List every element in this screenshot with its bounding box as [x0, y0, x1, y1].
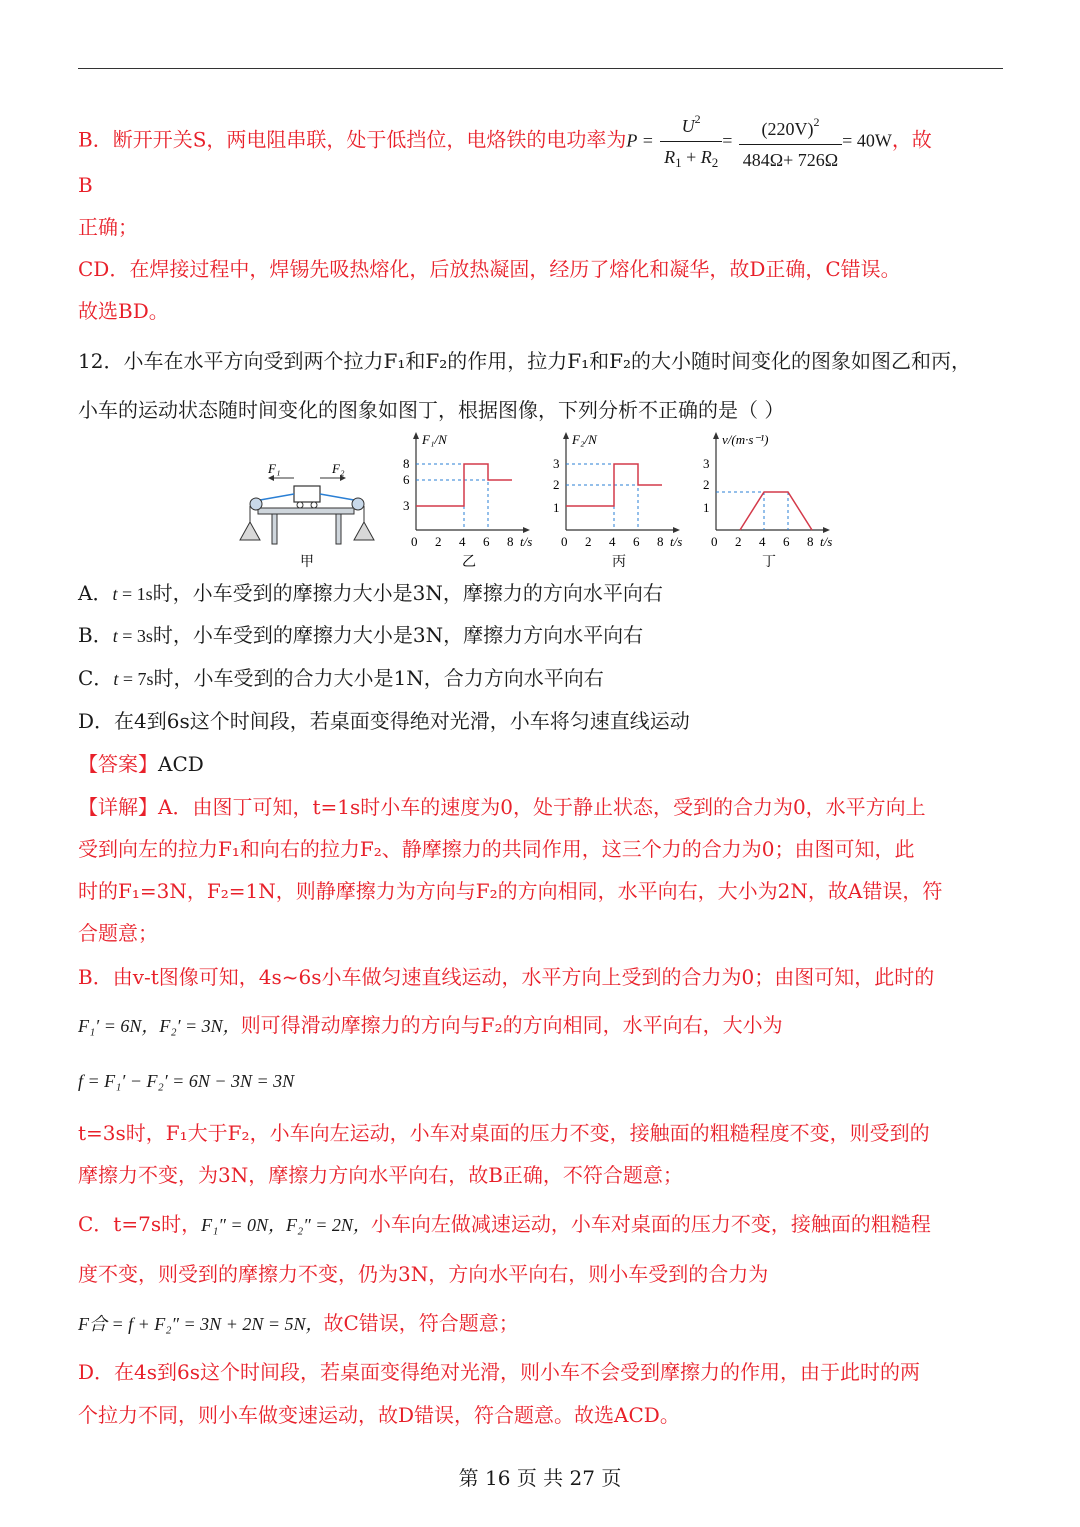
q12-detail-d1: D．在4s到6s这个时间段，若桌面变得绝对光滑，则小车不会受到摩擦力的作用，由于此时的两 — [78, 1360, 921, 1384]
q11-r2-sub: 2 — [711, 155, 719, 170]
label-f2: F₂ — [332, 461, 345, 476]
bing-ytick-3: 3 — [553, 456, 560, 471]
option-b-eq: = 3s — [117, 626, 153, 646]
option-c-label: C． — [78, 666, 114, 690]
bing-xtick-2: 2 — [585, 534, 592, 549]
bing-xlabel: t/s — [670, 534, 683, 549]
answer-value: ACD — [158, 752, 204, 776]
q11-r1-sub: 1 — [675, 155, 682, 170]
q12-stem-line1: 12．小车在水平方向受到两个拉力F₁和F₂的作用，拉力F₁和F₂的大小随时间变化的图象如图乙和丙， — [78, 349, 972, 373]
option-a-label: A． — [78, 581, 113, 605]
option-a-eq: = 1s — [117, 584, 153, 604]
ding-ytick-3: 3 — [703, 456, 710, 471]
ding-x-arrow — [823, 527, 830, 533]
string-left — [260, 494, 294, 500]
q12-detail-b1: B．由v-t图像可知，4s~6s小车做匀速直线运动，水平方向上受到的合力为0；由图可知，此时的 — [78, 965, 935, 989]
option-b-text: 时，小车受到的摩擦力大小是3N，摩擦力方向水平向右 — [152, 623, 644, 647]
q12-detail-a4: 合题意； — [78, 921, 158, 945]
q12-detail-a3: 时的F₁=3N，F₂=1N，则静摩擦力为方向与F₂的方向相同，水平向右，大小为2N，故A错误，符 — [78, 879, 943, 903]
yi-ylabel: F₁/N — [422, 432, 447, 447]
q12-stem-line2: 小车的运动状态随时间变化的图象如图丁，根据图像，下列分析不正确的是（ ） — [78, 398, 785, 422]
q12-detail-b5: 摩擦力不变，为3N，摩擦力方向水平向右，故B正确，不符合题意； — [78, 1163, 683, 1187]
ding-series-v — [740, 492, 812, 530]
q11-u: U — [681, 116, 695, 136]
option-d-text: 在4到6s这个时间段，若桌面变得绝对光滑，小车将匀速直线运动 — [114, 709, 690, 733]
yi-ytick-3: 3 — [403, 498, 410, 513]
q12-option-b — [78, 622, 643, 649]
bing-x-arrow — [673, 527, 680, 533]
bing-xtick-4: 4 — [609, 534, 616, 549]
option-b-var: t — [112, 626, 118, 646]
string-right — [320, 494, 354, 500]
q11-220v: (220V) — [761, 119, 814, 139]
q11-fraction-2 — [739, 109, 842, 173]
detail-b2-text: 则可得滑动摩擦力的方向与F₂的方向相同，水平向右，大小为 — [240, 1013, 783, 1037]
option-c-text: 时，小车受到的合力大小是1N，合力方向水平向右 — [153, 666, 604, 690]
ding-xtick-2: 2 — [735, 534, 742, 549]
yi-xtick-0: 0 — [411, 534, 418, 549]
figure-ding — [703, 432, 832, 570]
q12-option-d — [78, 708, 690, 734]
bing-xtick-8: 8 — [657, 534, 664, 549]
label-f1: F₁ — [268, 461, 281, 476]
yi-xtick-2: 2 — [435, 534, 442, 549]
q11-option-b-line — [78, 106, 932, 176]
table-top — [258, 508, 354, 514]
pulley-left — [250, 498, 262, 510]
q11-plus: + — [681, 147, 701, 167]
option-c-var: t — [113, 669, 119, 689]
detail-a1: A．由图丁可知，t=1s时小车的速度为0，处于静止状态，受到的合力为0，水平方向上 — [158, 795, 926, 819]
ding-xtick-6: 6 — [783, 534, 790, 549]
ding-xtick-8: 8 — [807, 534, 814, 549]
yi-y-arrow — [413, 432, 419, 439]
detail-c3-text: 故C错误，符合题意； — [323, 1311, 519, 1335]
figure-yi — [403, 432, 532, 570]
q12-option-a — [78, 580, 663, 607]
q12-detail-b4: t=3s时，F₁大于F₂，小车向左运动，小车对桌面的压力不变，接触面的粗糙程度不变，则受到的 — [78, 1121, 930, 1145]
q11-choice: 故选BD。 — [78, 299, 169, 323]
detail-c1-text: 小车向左做减速运动，小车对桌面的压力不变，接触面的粗糙程 — [370, 1212, 931, 1236]
q12-answer — [78, 751, 204, 777]
caption-yi: 乙 — [462, 555, 476, 570]
option-a-text: 时，小车受到的摩擦力大小是3N，摩擦力的方向水平向右 — [152, 581, 663, 605]
caption-ding: 丁 — [762, 555, 776, 570]
pulley-right — [352, 498, 364, 510]
caption-bing: 丙 — [612, 555, 626, 570]
yi-x-arrow — [523, 527, 530, 533]
bing-ylabel: F₂/N — [572, 432, 597, 447]
q11-sup-b: 2 — [813, 115, 820, 129]
bing-xtick-6: 6 — [633, 534, 640, 549]
yi-xtick-4: 4 — [459, 534, 466, 549]
q11-formula-p: P = — [626, 130, 654, 151]
figure-bing — [553, 432, 682, 570]
q11-b-suffix: ，故 — [891, 127, 932, 152]
option-d-label: D． — [78, 709, 115, 733]
q11-r2: R — [700, 147, 712, 167]
yi-xtick-8: 8 — [507, 534, 514, 549]
cart-wheel-left — [297, 502, 303, 508]
bing-ytick-2: 2 — [553, 477, 560, 492]
detail-tag: 【详解】 — [78, 795, 158, 819]
q12-detail-d2: 个拉力不同，则小车做变速运动，故D错误，符合题意。故选ACD。 — [78, 1403, 680, 1427]
yi-ytick-6: 6 — [403, 472, 410, 487]
detail-c1-pre: C．t=7s时， — [78, 1212, 202, 1236]
yi-series-f1 — [416, 464, 512, 506]
bing-ytick-1: 1 — [553, 500, 560, 515]
weight-left — [240, 522, 260, 540]
q12-detail-b3: f = F₁′ − F₂′ = 6N − 3N = 3N — [78, 1071, 295, 1091]
answer-tag: 【答案】 — [78, 752, 158, 776]
option-b-label: B． — [78, 623, 113, 647]
q11-eq1: = — [722, 130, 733, 151]
table-leg-right — [336, 514, 341, 544]
q11-eq2: = 40W — [842, 130, 892, 151]
ding-xlabel: t/s — [820, 534, 833, 549]
q11-b-prefix: B．断开开关S，两电阻串联，处于低挡位，电烙铁的电功率为 — [78, 127, 627, 152]
detail-c3-math: F合 = f + F₂″ = 3N + 2N = 5N， — [78, 1314, 324, 1334]
ding-xtick-4: 4 — [759, 534, 766, 549]
ding-xtick-0: 0 — [711, 534, 718, 549]
q11-b-line3: 正确； — [78, 215, 138, 239]
header-rule — [78, 68, 1003, 69]
option-a-var: t — [112, 584, 118, 604]
yi-xlabel: t/s — [520, 534, 533, 549]
q11-fraction-1 — [660, 106, 722, 176]
q12-detail-a2: 受到向左的拉力F₁和向右的拉力F₂、静摩擦力的共同作用，这三个力的合力为0；由图可知，此 — [78, 837, 915, 861]
q11-b-line2: B — [78, 173, 93, 197]
q11-option-cd: CD．在焊接过程中，焊锡先吸热熔化，后放热凝固，经历了熔化和凝华，故D正确，C错误。 — [78, 257, 901, 281]
bing-y-arrow — [563, 432, 569, 439]
page-footer: 第 16 页 共 27 页 — [458, 1466, 622, 1490]
q11-sup: 2 — [694, 112, 701, 126]
yi-xtick-6: 6 — [483, 534, 490, 549]
detail-c1-math: F₁″ = 0N，F₂″ = 2N， — [201, 1215, 371, 1235]
q12-detail-c1 — [78, 1211, 931, 1238]
q12-detail-b2 — [78, 1012, 783, 1039]
bing-xtick-0: 0 — [561, 534, 568, 549]
weight-right — [354, 522, 374, 540]
q12-detail-c3 — [78, 1310, 519, 1337]
caption-jia: 甲 — [300, 555, 314, 570]
figure-jia — [240, 461, 374, 570]
ding-y-arrow — [713, 432, 719, 439]
cart — [294, 486, 320, 502]
q11-r1: R — [664, 147, 676, 167]
option-c-eq: = 7s — [118, 669, 154, 689]
table-leg-left — [272, 514, 277, 544]
q11-den: 484Ω+ 726Ω — [739, 144, 842, 173]
q12-option-c — [78, 665, 604, 692]
detail-b2-math: F₁′ = 6N，F₂′ = 3N， — [78, 1016, 241, 1036]
q12-detail-a1 — [78, 794, 926, 820]
q12-figures — [230, 428, 850, 573]
q12-detail-c2: 度不变，则受到的摩擦力不变，仍为3N，方向水平向右，则小车受到的合力为 — [78, 1262, 769, 1286]
cart-wheel-right — [311, 502, 317, 508]
ding-ylabel: v/(m·s⁻¹) — [722, 432, 769, 447]
yi-ytick-8: 8 — [403, 456, 410, 471]
ding-ytick-2: 2 — [703, 477, 710, 492]
ding-ytick-1: 1 — [703, 500, 710, 515]
